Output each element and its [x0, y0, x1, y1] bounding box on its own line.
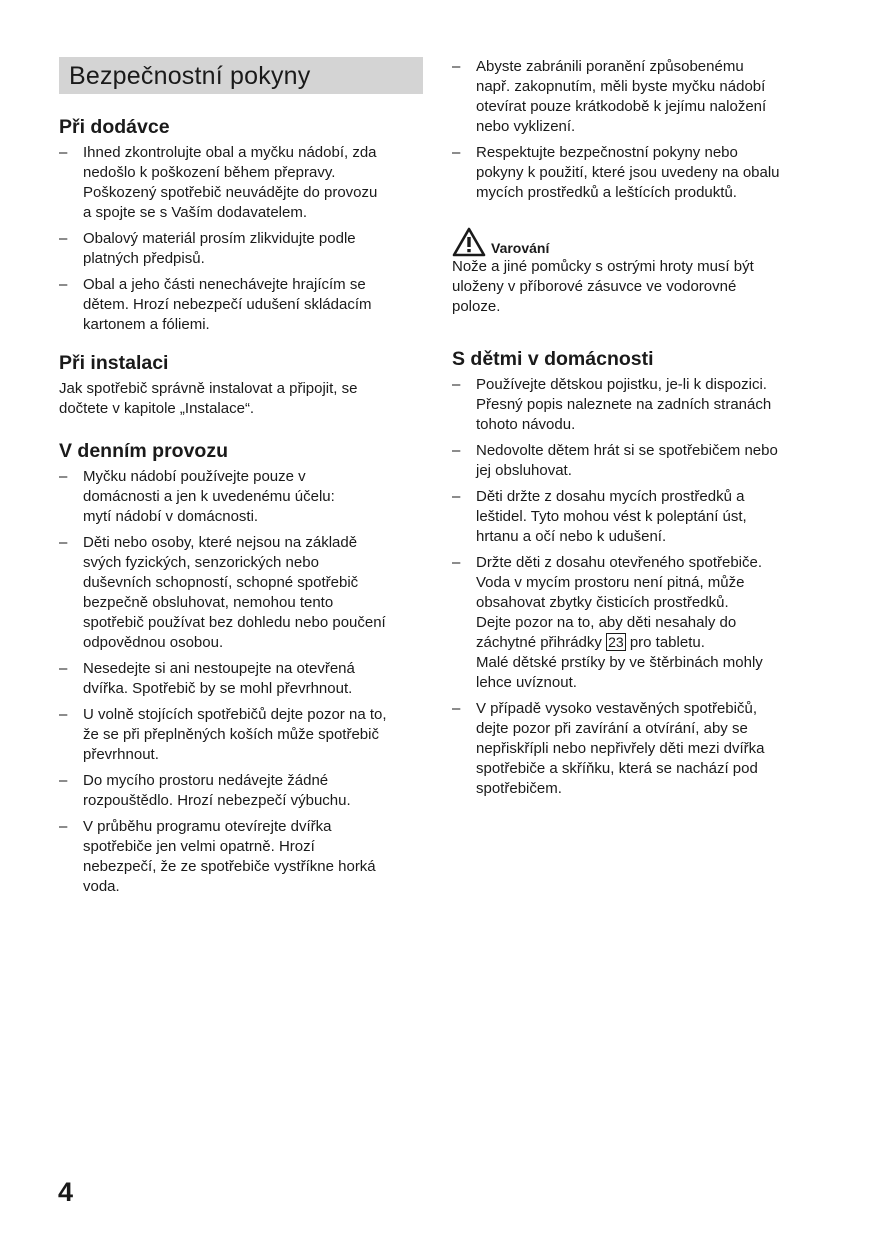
list-item: – V průběhu programu otevírejte dvířka spotřebiče jen velmi opatrně. Hrozí nebezpečí, že ze spotřebiče vystříkne horká voda.: [59, 818, 376, 895]
dash-bullet: –: [59, 468, 68, 485]
installation-text: Jak spotřebič správně instalovat a připojit, se dočtete v kapitole „Instalace“.: [59, 380, 358, 417]
list-item: – Obal a jeho části nenechávejte hrajícím se dětem. Hrozí nebezpečí udušení skládacím kartonem a fóliemi.: [59, 276, 372, 333]
list-item: – Děti držte z dosahu mycích prostředků a leštidel. Tyto mohou vést k poleptání úst, hrtanu a očí nebo k udušení.: [452, 488, 747, 545]
section-daily: [59, 439, 423, 897]
delivery-list: [59, 143, 423, 335]
section-installation: [59, 351, 423, 419]
list-item: – Respektujte bezpečnostní pokyny nebo pokyny k použití, které jsou uvedeny na obalu mycích prostředků a leštících produktů.: [452, 144, 780, 201]
list-item: – Používejte dětskou pojistku, je-li k dispozici. Přesný popis naleznete na zadních stranách tohoto návodu.: [452, 376, 772, 433]
daily-list: [59, 467, 423, 897]
warning-triangle-icon: [452, 227, 491, 257]
dash-bullet: –: [59, 230, 68, 247]
section-heading-installation: Při instalaci: [59, 352, 169, 374]
list-item: – Nedovolte dětem hrát si se spotřebičem nebo jej obsluhovat.: [452, 442, 778, 479]
warning-text: Nože a jiné pomůcky s ostrými hroty musí být uloženy v příborové zásuvce ve vodorovné poloze.: [452, 258, 754, 315]
dash-bullet: –: [452, 554, 461, 571]
list-item: – Nesedejte si ani nestoupejte na otevřená dvířka. Spotřebič by se mohl převrhnout.: [59, 660, 355, 697]
list-item: – Do mycího prostoru nedávejte žádné rozpouštědlo. Hrozí nebezpečí výbuchu.: [59, 772, 351, 809]
warning-label: Varování: [491, 240, 550, 256]
section-heading-daily: V denním provozu: [59, 440, 229, 462]
dash-bullet: –: [452, 442, 461, 459]
warning-block: [452, 227, 822, 317]
dash-bullet: –: [59, 706, 68, 723]
dash-bullet: –: [452, 376, 461, 393]
section-heading-delivery: Při dodávce: [59, 116, 170, 138]
title-bar: [59, 57, 423, 94]
list-item: – Držte děti z dosahu otevřeného spotřebiče. Voda v mycím prostoru není pitná, může obsahovat zbytky čisticích prostředků. Dejte pozor na to, aby děti nesahaly do záchytné přihrádky 23 pro tabletu. Malé dětské prstíky by ve štěrbinách mohly lehce uvíznout.: [452, 554, 763, 691]
dash-bullet: –: [452, 700, 461, 717]
page-title: Bezpečnostní pokyny: [69, 62, 311, 90]
dash-bullet: –: [452, 144, 461, 161]
dash-bullet: –: [59, 660, 68, 677]
dash-bullet: –: [452, 488, 461, 505]
dash-bullet: –: [59, 772, 68, 789]
left-column: [59, 57, 423, 913]
section-delivery: [59, 115, 423, 335]
list-item: – Myčku nádobí používejte pouze v domácnosti a jen k uvedenému účelu: mytí nádobí v domácnosti.: [59, 468, 335, 525]
right-column: [452, 57, 822, 815]
warning-header: [452, 227, 822, 257]
list-item: – Abyste zabránili poranění způsobenému např. zakopnutím, měli byste myčku nádobí otevírat pouze krátkodobě k jejímu naložení nebo vyklizení.: [452, 58, 767, 135]
children-list: [452, 375, 822, 799]
dash-bullet: –: [59, 276, 68, 293]
dash-bullet: –: [59, 818, 68, 835]
list-item: – Obalový materiál prosím zlikvidujte podle platných předpisů.: [59, 230, 356, 267]
list-item: – V případě vysoko vestavěných spotřebičů, dejte pozor při zavírání a otvírání, aby se nepřiskřípli nebo nepřivřely děti mezi dvířka spotřebiče a skříňku, která se nachází pod spotřebičem.: [452, 700, 765, 797]
dash-bullet: –: [59, 534, 68, 551]
list-item: – Děti nebo osoby, které nejsou na základě svých fyzických, senzorických nebo duševních schopností, schopné spotřebič bezpečně obsluhovat, nemohou tento spotřebič používat bez dohledu nebo poučení odpovědnou osobou.: [59, 534, 386, 651]
component-reference-number: 23: [608, 634, 624, 650]
page-number: 4: [58, 1177, 74, 1207]
dash-bullet: –: [59, 144, 68, 161]
list-item: – Ihned zkontrolujte obal a myčku nádobí, zda nedošlo k poškození během přepravy. Poškozený spotřebič neuvádějte do provozu a spojte se s Vaším dodavatelem.: [59, 144, 378, 221]
dash-bullet: –: [452, 58, 461, 75]
daily-list-continued: [452, 57, 822, 203]
section-heading-children: S dětmi v domácnosti: [452, 348, 654, 370]
section-children: [452, 347, 822, 799]
list-item: – U volně stojících spotřebičů dejte pozor na to, že se při přeplněných koších může spotřebič převrhnout.: [59, 706, 387, 763]
